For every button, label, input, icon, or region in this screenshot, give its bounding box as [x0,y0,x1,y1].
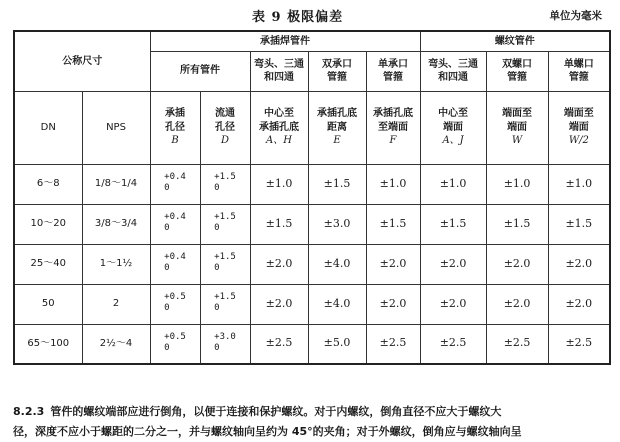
header-col-w-label: 端面至 端面 [502,108,533,133]
header-row-dimensions [14,91,610,164]
cell-dn: 10～20 [14,204,82,244]
cell-w2: ±2.5 [548,324,610,364]
cell-f: ±2.5 [366,324,420,364]
cell-d-lower: 0 [214,183,220,194]
table-row [14,324,610,364]
header-col-aj-label: 中心至 端面 [438,108,469,133]
clause-text-1: 管件的螺纹端部应进行倒角，以便于连接和保护螺纹。对于内螺纹，倒角直径不应大于螺纹大 [50,405,502,418]
cell-ah: ±1.5 [250,204,308,244]
cell-b-upper: +0.4 [164,172,186,183]
cell-w2: ±2.0 [548,284,610,324]
unit-note: 单位为毫米 [549,10,602,22]
cell-d-tolerance [200,204,250,244]
header-col-b [150,91,200,164]
cell-w2: ±1.5 [548,204,610,244]
header-th-double-coupling: 双螺口 管箍 [486,51,548,91]
header-col-b-symbol: B [171,135,179,147]
cell-b-tolerance [150,284,200,324]
header-col-f-symbol: F [389,135,397,147]
header-col-ah [250,91,308,164]
header-col-e-symbol: E [333,135,341,147]
header-dn: DN [14,91,82,164]
header-col-d-symbol: D [220,135,230,147]
title-row [0,6,620,28]
cell-aj: ±1.0 [420,164,486,204]
cell-b-lower: 0 [164,263,170,274]
cell-d-upper: +1.5 [214,292,236,303]
cell-d-lower: 0 [214,343,220,354]
cell-b-tolerance [150,164,200,204]
cell-b-lower: 0 [164,223,170,234]
header-sw-double-coupling: 双承口 管箍 [308,51,366,91]
cell-dn: 65～100 [14,324,82,364]
cell-ah: ±2.5 [250,324,308,364]
cell-e: ±4.0 [308,284,366,324]
table-row [14,164,610,204]
cell-b-upper: +0.4 [164,252,186,263]
header-col-d [200,91,250,164]
cell-w: ±2.0 [486,244,548,284]
header-sw-elbow-tee-cross: 弯头、三通 和四通 [250,51,308,91]
header-col-e-label: 承插孔底 距离 [317,108,357,133]
cell-f: ±1.0 [366,164,420,204]
header-col-ah-symbol: A、H [266,135,292,147]
cell-w: ±1.0 [486,164,548,204]
cell-d-lower: 0 [214,303,220,314]
cell-w: ±1.5 [486,204,548,244]
cell-aj: ±2.0 [420,284,486,324]
clause-line-2: 径，深度不应小于螺距的二分之一，并与螺纹轴向呈约为 45°的夹角；对于外螺纹，倒角应与螺纹轴向呈 [13,425,522,438]
cell-aj: ±2.0 [420,244,486,284]
header-col-w2-label: 端面至 端面 [563,108,594,133]
header-th-single-coupling: 单螺口 管箍 [548,51,610,91]
cell-nps: 2½～4 [82,324,150,364]
cell-ah: ±1.0 [250,164,308,204]
clause-number: 8.2.3 [13,405,45,418]
header-nominal-size: 公称尺寸 [14,31,150,91]
header-threaded: 螺纹管件 [420,31,610,51]
cell-b-tolerance [150,244,200,284]
cell-b-upper: +0.4 [164,212,186,223]
cell-e: ±4.0 [308,244,366,284]
cell-b-lower: 0 [164,183,170,194]
header-th-elbow-tee-cross: 弯头、三通 和四通 [420,51,486,91]
cell-b-lower: 0 [164,303,170,314]
cell-b-tolerance [150,324,200,364]
cell-d-tolerance [200,164,250,204]
header-col-b-label: 承插 孔径 [165,108,185,133]
cell-b-tolerance [150,204,200,244]
cell-nps: 1～1½ [82,244,150,284]
table-row [14,204,610,244]
header-col-w [486,91,548,164]
cell-b-upper: +0.5 [164,292,186,303]
cell-d-upper: +1.5 [214,172,236,183]
header-col-f-label: 承插孔底 至端面 [373,108,414,133]
cell-b-upper: +0.5 [164,331,186,342]
cell-aj: ±1.5 [420,204,486,244]
cell-nps: 1/8～1/4 [82,164,150,204]
cell-e: ±1.5 [308,164,366,204]
cell-e: ±3.0 [308,204,366,244]
header-col-w-symbol: W [511,135,523,147]
cell-w: ±2.5 [486,324,548,364]
cell-b-lower: 0 [164,343,170,354]
header-col-ah-label: 中心至 承插孔底 [259,108,299,133]
cell-d-upper: +3.0 [214,331,236,342]
header-col-aj [420,91,486,164]
cell-dn: 50 [14,284,82,324]
cell-w2: ±2.0 [548,244,610,284]
tolerance-table [13,30,611,365]
cell-w2: ±1.0 [548,164,610,204]
cell-d-tolerance [200,324,250,364]
header-col-w2-symbol: W/2 [568,135,589,147]
cell-ah: ±2.0 [250,284,308,324]
header-col-e [308,91,366,164]
cell-f: ±1.5 [366,204,420,244]
cell-d-lower: 0 [214,223,220,234]
cell-ah: ±2.0 [250,244,308,284]
cell-d-tolerance [200,244,250,284]
header-socket-weld: 承插焊管件 [150,31,420,51]
table-row [14,244,610,284]
table-row [14,284,610,324]
cell-e: ±5.0 [308,324,366,364]
header-nps: NPS [82,91,150,164]
cell-d-lower: 0 [214,263,220,274]
header-col-f [366,91,420,164]
cell-dn: 25～40 [14,244,82,284]
header-sw-single-coupling: 单承口 管箍 [366,51,420,91]
cell-f: ±2.0 [366,284,420,324]
header-col-w2 [548,91,610,164]
header-col-aj-symbol: A、J [442,135,464,147]
cell-nps: 2 [82,284,150,324]
header-row-group [14,31,610,51]
header-col-d-label: 流通 孔径 [215,108,235,133]
cell-aj: ±2.5 [420,324,486,364]
cell-d-upper: +1.5 [214,252,236,263]
clause-paragraph [13,402,613,442]
cell-d-upper: +1.5 [214,212,236,223]
clause-line-1 [13,402,613,422]
header-all-fittings: 所有管件 [150,51,250,91]
cell-d-tolerance [200,284,250,324]
cell-dn: 6～8 [14,164,82,204]
table-title: 表 9 极限偏差 [252,10,344,25]
cell-f: ±2.0 [366,244,420,284]
cell-w: ±2.0 [486,284,548,324]
cell-nps: 3/8～3/4 [82,204,150,244]
